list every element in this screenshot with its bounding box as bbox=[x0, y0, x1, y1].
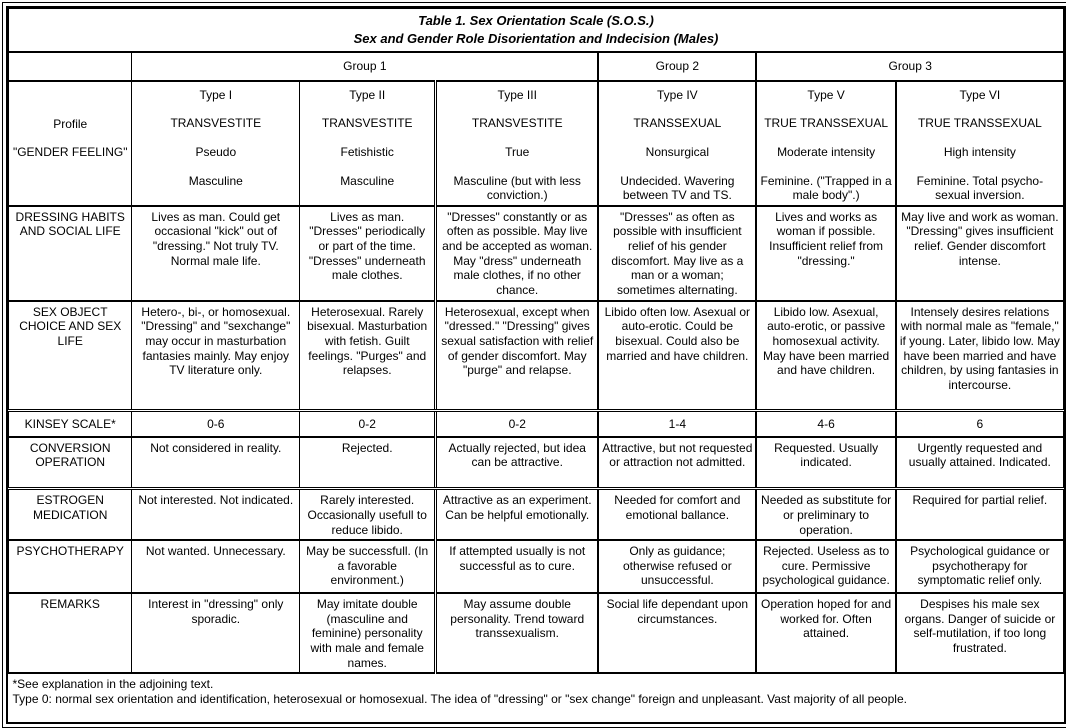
kinsey-scale-row bbox=[9, 411, 1064, 437]
cell-dressing-type2: Lives as man. "Dresses" periodically or part of the time. "Dresses" underneath male clothes. bbox=[300, 206, 436, 301]
group-2-header: Group 2 bbox=[598, 52, 756, 81]
cell-sexobject-type2: Heterosexual. Rarely bisexual. Masturbation with fetish. Guilt feelings. "Purges" and relapses. bbox=[300, 301, 436, 411]
type-feeling: Feminine. Total psycho-sexual inversion. bbox=[916, 173, 1044, 203]
cell-sexobject-type5: Libido low. Asexual, auto-erotic, or passive homosexual activity. May have been married and have children. bbox=[756, 301, 895, 411]
type-subtype: Fetishistic bbox=[340, 144, 394, 159]
cell-kinsey-type2: 0-2 bbox=[300, 411, 436, 437]
type-heading: Type IV bbox=[657, 87, 698, 102]
type-name: TRANSVESTITE bbox=[170, 116, 262, 131]
type-feeling: Masculine bbox=[340, 173, 395, 188]
cell-kinsey-type1: 0-6 bbox=[132, 411, 300, 437]
profile-row bbox=[9, 81, 1064, 206]
table-title-line1: Table 1. Sex Orientation Scale (S.O.S.) bbox=[418, 13, 654, 28]
type-feeling: Masculine (but with less conviction.) bbox=[453, 173, 581, 203]
profile-label-line1: Profile bbox=[53, 116, 88, 131]
cell-conversion-type4: Attractive, but not requested or attraction not admitted. bbox=[598, 437, 756, 489]
profile-type-5 bbox=[756, 81, 895, 206]
type-name: TRANSVESTITE bbox=[471, 116, 563, 131]
type-subtype: Moderate intensity bbox=[777, 144, 876, 159]
dressing-habits-row bbox=[9, 206, 1064, 301]
cell-sexobject-type3: Heterosexual, except when "dressed." "Dressing" gives sexual satisfaction with relief of gender discomfort. May "purge" and relapse. bbox=[436, 301, 598, 411]
profile-row-label bbox=[9, 81, 132, 206]
footnote-cell bbox=[9, 673, 1064, 722]
cell-remarks-type4: Social life dependant upon circumstances. bbox=[598, 593, 756, 673]
group-1-header: Group 1 bbox=[132, 52, 598, 81]
type-name: TRANSVESTITE bbox=[321, 116, 413, 131]
cell-estrogen-type1: Not interested. Not indicated. bbox=[132, 489, 300, 540]
row-label: CONVERSION OPERATION bbox=[9, 437, 132, 489]
cell-dressing-type3: "Dresses" constantly or as often as possible. May live and be accepted as woman. May "dress" underneath male clothes, if no other chance. bbox=[436, 206, 598, 301]
cell-kinsey-type5: 4-6 bbox=[756, 411, 895, 437]
sex-object-row bbox=[9, 301, 1064, 411]
row-label: DRESSING HABITS AND SOCIAL LIFE bbox=[9, 206, 132, 301]
footnote-asterisk: *See explanation in the adjoining text. bbox=[12, 677, 214, 692]
title-row bbox=[9, 9, 1064, 52]
estrogen-medication-row bbox=[9, 489, 1064, 540]
profile-label-line2: "GENDER FEELING" bbox=[12, 145, 128, 160]
table-outer-frame bbox=[6, 6, 1066, 724]
profile-type-2 bbox=[300, 81, 436, 206]
group-header-row bbox=[9, 52, 1064, 81]
type-feeling: Undecided. Wavering between TV and TS. bbox=[620, 173, 735, 203]
row-label: ESTROGEN MEDICATION bbox=[9, 489, 132, 540]
cell-psycho-type5: Rejected. Useless as to cure. Permissive psychological guidance. bbox=[756, 540, 895, 593]
profile-type-6 bbox=[896, 81, 1064, 206]
profile-type-4 bbox=[598, 81, 756, 206]
row-label: PSYCHOTHERAPY bbox=[9, 540, 132, 593]
cell-estrogen-type5: Needed as substitute for or preliminary to operation. bbox=[756, 489, 895, 540]
cell-psycho-type1: Not wanted. Unnecessary. bbox=[132, 540, 300, 593]
type-subtype: High intensity bbox=[943, 144, 1016, 159]
cell-conversion-type1: Not considered in reality. bbox=[132, 437, 300, 489]
cell-sexobject-type1: Hetero-, bi-, or homosexual. "Dressing" and "sexchange" may occur in masturbation fantasies mainly. May enjoy TV literature only. bbox=[132, 301, 300, 411]
cell-conversion-type5: Requested. Usually indicated. bbox=[756, 437, 895, 489]
cell-conversion-type2: Rejected. bbox=[300, 437, 436, 489]
cell-conversion-type6: Urgently requested and usually attained. Indicated. bbox=[896, 437, 1064, 489]
cell-psycho-type3: If attempted usually is not successful as to cure. bbox=[436, 540, 598, 593]
remarks-row bbox=[9, 593, 1064, 673]
table-title-cell bbox=[9, 9, 1064, 52]
cell-remarks-type1: Interest in "dressing" only sporadic. bbox=[132, 593, 300, 673]
type-name: TRUE TRANSSEXUAL bbox=[764, 116, 888, 131]
cell-dressing-type1: Lives as man. Could get occasional "kick" out of "dressing." Not truly TV. Normal male life. bbox=[132, 206, 300, 301]
psychotherapy-row bbox=[9, 540, 1064, 593]
cell-remarks-type5: Operation hoped for and worked for. Often attained. bbox=[756, 593, 895, 673]
type-heading: Type V bbox=[807, 87, 845, 102]
type-name: TRUE TRANSSEXUAL bbox=[917, 116, 1042, 131]
row-label: KINSEY SCALE* bbox=[9, 411, 132, 437]
cell-estrogen-type4: Needed for comfort and emotional ballance. bbox=[598, 489, 756, 540]
scanned-table-page bbox=[2, 2, 1066, 728]
cell-psycho-type4: Only as guidance; otherwise refused or unsuccessful. bbox=[598, 540, 756, 593]
sex-orientation-scale-table bbox=[8, 8, 1064, 722]
profile-type-1 bbox=[132, 81, 300, 206]
group-3-header: Group 3 bbox=[756, 52, 1063, 81]
cell-sexobject-type6: Intensely desires relations with normal male as "female," if young. Later, libido low. May have been married and have children, by using fantasies in intercourse. bbox=[896, 301, 1064, 411]
corner-cell bbox=[9, 52, 132, 81]
cell-estrogen-type3: Attractive as an experiment. Can be helpful emotionally. bbox=[436, 489, 598, 540]
cell-kinsey-type3: 0-2 bbox=[436, 411, 598, 437]
type-subtype: Pseudo bbox=[195, 144, 237, 159]
cell-dressing-type5: Lives and works as woman if possible. Insufficient relief from "dressing." bbox=[756, 206, 895, 301]
type-heading: Type II bbox=[349, 87, 386, 102]
type-heading: Type I bbox=[199, 87, 233, 102]
cell-remarks-type2: May imitate double (masculine and feminine) personality with male and female names. bbox=[300, 593, 436, 673]
cell-psycho-type2: May be successfull. (In a favorable environment.) bbox=[300, 540, 436, 593]
row-label: REMARKS bbox=[9, 593, 132, 673]
type-subtype: Nonsurgical bbox=[645, 144, 710, 159]
row-label: SEX OBJECT CHOICE AND SEX LIFE bbox=[9, 301, 132, 411]
cell-kinsey-type6: 6 bbox=[896, 411, 1064, 437]
table-title-line2: Sex and Gender Role Disorientation and Indecision (Males) bbox=[353, 30, 719, 46]
cell-dressing-type6: May live and work as woman. "Dressing" gives insufficient relief. Gender discomfort intense. bbox=[896, 206, 1064, 301]
profile-type-3 bbox=[436, 81, 598, 206]
cell-remarks-type3: May assume double personality. Trend toward transsexualism. bbox=[436, 593, 598, 673]
cell-conversion-type3: Actually rejected, but idea can be attractive. bbox=[436, 437, 598, 489]
type-subtype: True bbox=[505, 144, 530, 159]
cell-kinsey-type4: 1-4 bbox=[598, 411, 756, 437]
type-feeling: Masculine bbox=[188, 173, 243, 188]
type-feeling: Feminine. ("Trapped in a male body".) bbox=[760, 173, 892, 203]
conversion-operation-row bbox=[9, 437, 1064, 489]
footnote-row bbox=[9, 673, 1064, 722]
cell-estrogen-type6: Required for partial relief. bbox=[896, 489, 1064, 540]
cell-sexobject-type4: Libido often low. Asexual or auto-erotic. Could be bisexual. Could also be married and have children. bbox=[598, 301, 756, 411]
type-name: TRANSSEXUAL bbox=[633, 116, 722, 131]
cell-dressing-type4: "Dresses" as often as possible with insufficient relief of his gender discomfort. May live as a man or a woman; sometimes alternating. bbox=[598, 206, 756, 301]
cell-remarks-type6: Despises his male sex organs. Danger of suicide or self-mutilation, if too long frustrated. bbox=[896, 593, 1064, 673]
type-heading: Type VI bbox=[959, 87, 1001, 102]
cell-estrogen-type2: Rarely interested. Occasionally usefull to reduce libido. bbox=[300, 489, 436, 540]
cell-psycho-type6: Psychological guidance or psychotherapy for symptomatic relief only. bbox=[896, 540, 1064, 593]
footnote-type0: Type 0: normal sex orientation and identification, heterosexual or homosexual. The idea of "dressing" or "sex change" foreign and unpleasant. Vast majority of all people. bbox=[12, 691, 907, 706]
type-heading: Type III bbox=[497, 87, 537, 102]
